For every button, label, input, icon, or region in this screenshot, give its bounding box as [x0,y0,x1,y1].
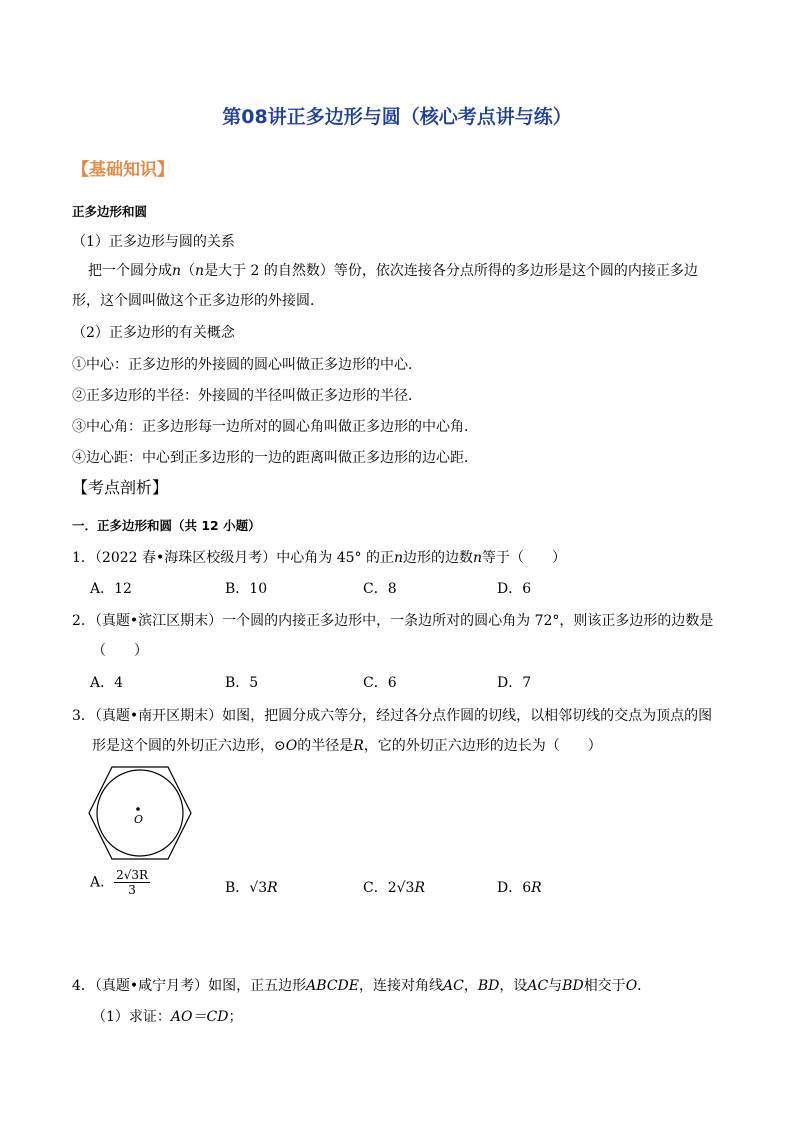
section-2-heading: （2）正多边形的有关概念 [72,325,235,341]
text-run: 等于（ ） [482,550,567,566]
text-run: 1．（2022 春•海珠区校级月考）中心角为 45° 的正 [72,550,394,566]
q2-option-c: C．6 [363,675,397,691]
text-run: ， [463,978,478,994]
var-bd: BD [477,978,500,994]
text-run: 是大于 2 的自然数）等份，依次连接各分点所得的多边形是这个圆的内接正多边 [204,263,698,279]
question-2-line-1: 2．（真题•滨江区期末）一个圆的内接正多边形中，一条边所对的圆心角为 72°，则该正多边形的边数是 [72,613,714,629]
q3-option-d [497,877,542,897]
question-2-line-2: （ ） [92,643,148,659]
var-r: R [531,880,542,896]
option-label: A． [90,874,115,891]
fraction-denominator: 3 [128,883,136,897]
concept-center: ①中心：正多边形的外接圆的圆心叫做正多边形的中心． [72,357,422,373]
q1-option-d: D．6 [497,581,532,597]
q3-option-b [225,877,278,897]
equation: AO＝CD [170,1009,229,1025]
section-1-heading: （1）正多边形与圆的关系 [72,234,235,250]
concept-apothem: ④边心距：中心到正多边形的一边的距离叫做正多边形的边心距． [72,450,478,466]
text-run: 把一个圆分成 [88,263,172,279]
var-r: R [267,880,278,896]
var-ac: AC [527,978,549,994]
text-run: 相交于 [583,978,626,994]
text-run: 形是这个圆的外切正六边形，⊙ [92,738,286,754]
var-n: n [172,263,182,279]
hexagon-circle-figure [88,765,192,861]
center-label: O [134,813,144,826]
q1-option-c: C．8 [363,581,397,597]
var-o: O [285,738,298,754]
question-3-line-2 [92,735,602,755]
text-run: （1）求证： [92,1009,171,1025]
q2-option-b: B．5 [225,675,259,691]
var-n: n [195,263,205,279]
q1-option-a: A．12 [90,581,132,597]
var-bd: BD [562,978,584,994]
concept-radius: ②正多边形的半径：外接圆的半径叫做正多边形的半径． [72,388,422,404]
option-text: B．√3 [225,880,268,896]
basic-knowledge-header: 【基础知识】 [72,160,174,180]
hexagon-circle-svg [88,765,192,861]
option-text: D．6 [497,880,532,896]
text-run: ； [228,1009,243,1025]
option-text: C．2√3 [363,880,415,896]
section-1-paragraph-line-1 [88,260,698,280]
q1-option-b: B．10 [225,581,268,597]
var-r: R [414,880,425,896]
text-run: ，它的外切正六边形的边长为（ ） [363,738,602,754]
text-run: 的半径是 [297,738,354,754]
page-title: 第08讲正多边形与圆（核心考点讲与练） [222,106,572,128]
q3-option-c [363,877,425,897]
center-dot [136,807,140,811]
var-ac: AC [443,978,464,994]
basic-subtitle: 正多边形和圆 [72,204,148,219]
text-run: 与 [548,978,563,994]
text-run: 边形的边数 [403,550,473,566]
text-run: ，设 [499,978,528,994]
analysis-subheading: 一．正多边形和圆（共 12 小题） [72,518,261,533]
section-1-paragraph-line-2: 形，这个圆叫做这个正多边形的外接圆． [72,293,324,309]
text-run: （ [181,263,196,279]
q3-option-a [90,868,150,897]
text-run: ，连接对角线 [359,978,443,994]
var-n: n [393,550,403,566]
question-4-part-1 [92,1006,242,1026]
var-abcde: ABCDE [306,978,359,994]
q2-option-d: D．7 [497,675,532,691]
fraction [114,868,150,897]
question-1 [72,547,566,567]
var-o: O [625,978,638,994]
fraction-numerator: 2√3R [116,868,149,882]
var-n: n [473,550,483,566]
question-4-line-1 [72,975,651,995]
text-run: ． [637,978,652,994]
concept-central-angle: ③中心角：正多边形每一边所对的圆心角叫做正多边形的中心角． [72,419,478,435]
question-3-line-1: 3．（真题•南开区期末）如图，把圆分成六等分，经过各分点作圆的切线，以相邻切线的交点为顶点的图 [72,708,713,724]
var-r: R [353,738,364,754]
q2-option-a: A．4 [90,675,124,691]
text-run: 4．（真题•咸宁月考）如图，正五边形 [72,978,307,994]
analysis-header: 【考点剖析】 [72,478,169,497]
